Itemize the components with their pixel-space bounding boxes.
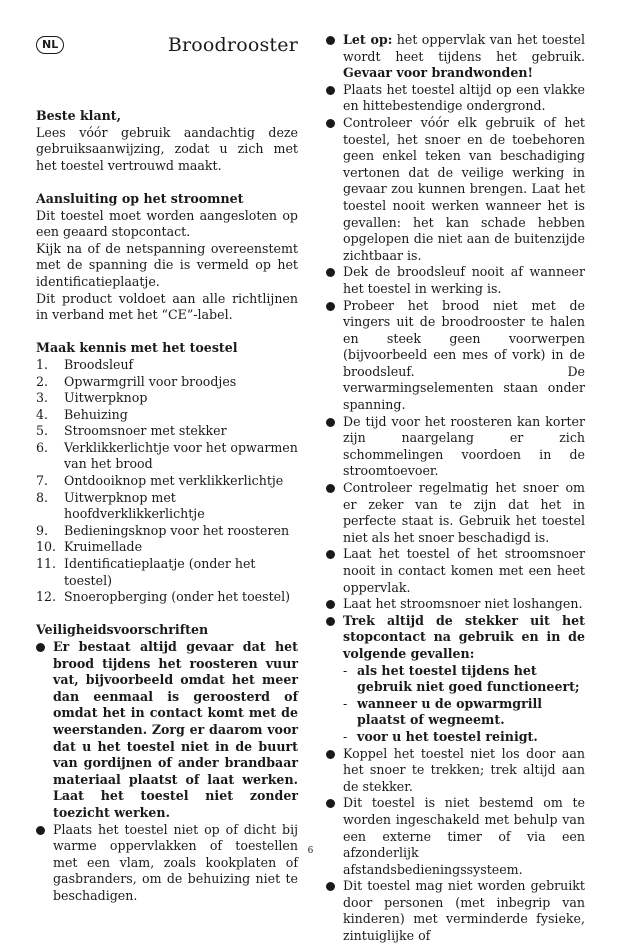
item-number: 6. [36, 439, 49, 455]
item-number: 3. [36, 390, 49, 406]
item-label: Kruimellade [64, 539, 143, 555]
spacer [36, 324, 298, 341]
bullet-icon [326, 86, 335, 95]
item-number: 5. [36, 423, 49, 439]
safety-item: Plaats het toestel niet op of dicht bij warme oppervlakken of toestellen met een vlam, zoals kookplaten of gasbranders, om de behuizing niet te beschadigen. [36, 822, 298, 905]
left-column [36, 32, 298, 905]
item-label: Behuizing [64, 406, 128, 422]
safety-item: Laat het stroomsnoer niet loshangen. [326, 596, 585, 613]
parts-list-item [36, 374, 298, 391]
bullet-icon [326, 750, 335, 759]
parts-heading: Maak kennis met het toestel [36, 340, 238, 356]
intro-text: Lees vóór gebruik aandachtig deze gebruiksaanwijzing, zodat u zich met het toestel vertrouwd maakt. [36, 124, 298, 173]
safety-item: Koppel het toestel niet los door aan het snoer te trekken; trek altijd aan de stekker. [326, 746, 585, 796]
document-title: Broodrooster [167, 33, 298, 56]
safety-item: Plaats het toestel altijd op een vlakke en hittebestendige ondergrond. [326, 82, 585, 115]
item-number: 7. [36, 473, 49, 489]
unplug-case: - wanneer u de opwarmgrill plaatst of wegneemt. [343, 695, 543, 728]
power-paragraph-2: Kijk na of de netspanning overeenstemt met de spanning die is vermeld op het identificatieplaatje. [36, 240, 298, 289]
item-label: Broodsleuf [64, 356, 134, 372]
power-heading: Aansluiting op het stroomnet [36, 190, 244, 206]
safety-list-left [36, 639, 298, 905]
unplug-cases-list [343, 663, 585, 746]
parts-list-item [36, 423, 298, 440]
parts-list-item [36, 407, 298, 424]
caution-lead: Let op: [343, 32, 393, 47]
bullet-icon [326, 617, 335, 626]
bullet-icon [326, 36, 335, 45]
bullet-icon [326, 418, 335, 427]
safety-item: Let op: het oppervlak van het toestel wordt heet tijdens het gebruik. Gevaar voor brandwonden! [326, 32, 585, 82]
parts-list-item [36, 589, 298, 606]
bullet-icon [326, 550, 335, 559]
page-number: 6 [307, 846, 314, 856]
item-number: 4. [36, 406, 49, 422]
parts-list-item [36, 473, 298, 490]
item-number: 12. [36, 589, 57, 605]
burn-warning: Gevaar voor brandwonden! [343, 65, 534, 81]
language-badge: NL [36, 36, 64, 54]
safety-item: Dek de broodsleuf nooit af wanneer het toestel in werking is. [326, 264, 585, 297]
bullet-icon [326, 882, 335, 891]
parts-list-item [36, 556, 298, 589]
safety-item: Laat het toestel of het stroomsnoer nooit in contact komen met een heet oppervlak. [326, 546, 585, 596]
item-label: Uitwerpknop met hoofdverklikkerlichtje [64, 489, 205, 522]
dash-icon: - [343, 728, 348, 744]
safety-item: De tijd voor het roosteren kan korter zijn naargelang er zich schommelingen voordoen in de stroomtoevoer. [326, 414, 585, 480]
unplug-case: - voor u het toestel reinigt. [343, 728, 538, 744]
parts-list-item [36, 539, 298, 556]
bullet-icon [326, 119, 335, 128]
item-number: 11. [36, 556, 57, 572]
item-number: 9. [36, 522, 49, 538]
power-paragraph-3: Dit product voldoet aan alle richtlijnen in verband met het “CE”-label. [36, 290, 298, 323]
bullet-icon [36, 643, 45, 652]
safety-heading: Veiligheidsvoorschriften [36, 622, 209, 638]
unplug-case: - als het toestel tijdens het gebruik niet goed functioneert; [343, 662, 580, 695]
parts-list-item [36, 440, 298, 473]
bullet-icon [326, 484, 335, 493]
parts-list-item [36, 490, 298, 523]
bullet-icon [326, 600, 335, 609]
power-paragraph-1: Dit toestel moet worden aangesloten op een geaard stopcontact. [36, 207, 298, 240]
safety-list-right [326, 32, 585, 945]
greeting: Beste klant, [36, 108, 121, 123]
parts-list [36, 357, 298, 606]
bullet-icon [36, 826, 45, 835]
safety-item: Probeer het brood niet met de vingers uit de broodrooster te halen en steek geen voorwerpen (bijvoorbeeld een mes of vork) in de broodsleuf. De verwarmingselementen staan onder spanning. [326, 298, 585, 414]
item-number: 10. [36, 539, 57, 555]
page-header [36, 32, 298, 58]
item-label: Snoeropberging (onder het toestel) [64, 589, 291, 605]
item-label: Stroomsnoer met stekker [64, 423, 227, 439]
item-label: Opwarmgrill voor broodjes [64, 373, 237, 389]
safety-item: Controleer vóór elk gebruik of het toestel, het snoer en de toebehoren geen enkel teken van beschadiging vertonen dat de veilige werking in gevaar zou kunnen brengen. Laat het toestel nooit werken wanneer het is gevallen: het kan schade hebben opgelopen die niet aan de buitenzijde zichtbaar is. [326, 115, 585, 264]
parts-list-item [36, 357, 298, 374]
parts-list-item [36, 523, 298, 540]
safety-item: Controleer regelmatig het snoer om er zeker van te zijn dat het in perfecte staat is. Gebruik het toestel niet als het snoer beschadigd is. [326, 480, 585, 546]
spacer [36, 174, 298, 191]
item-number: 8. [36, 489, 49, 505]
item-label: Ontdooiknop met verklikkerlichtje [64, 473, 284, 489]
safety-item: Dit toestel mag niet worden gebruikt door personen (met inbegrip van kinderen) met verminderde fysieke, zintuiglijke of [326, 878, 585, 944]
bullet-icon [326, 268, 335, 277]
item-label: Identificatieplaatje (onder het toestel) [64, 556, 256, 588]
bullet-icon [326, 302, 335, 311]
safety-item: Dit toestel is niet bestemd om te worden ingeschakeld met behulp van een externe timer of via een afzonderlijk afstandsbedieningssysteem. [326, 795, 585, 878]
parts-list-item [36, 390, 298, 407]
right-column [326, 32, 585, 945]
item-label: Uitwerpknop [64, 390, 148, 406]
spacer [36, 606, 298, 623]
safety-item: Er bestaat altijd gevaar dat het brood tijdens het roosteren vuur vat, bijvoorbeeld omdat het meer dan eenmaal is geroosterd of omdat het in contact komt met de weerstanden. Zorg er daarom voor dat u het toestel niet in de buurt van gordijnen of ander brandbaar materiaal plaatst of laat werken. Laat het toestel niet zonder toezicht werken. [36, 639, 298, 822]
item-number: 1. [36, 356, 49, 372]
item-label: Bedieningsknop voor het roosteren [64, 522, 290, 538]
item-label: Verklikkerlichtje voor het opwarmen van het brood [64, 439, 298, 472]
bullet-icon [326, 799, 335, 808]
dash-icon: - [343, 662, 348, 678]
item-number: 2. [36, 373, 49, 389]
dash-icon: - [343, 695, 348, 711]
safety-item-unplug: Trek altijd de stekker uit het stopcontact na gebruik en in de volgende gevallen: - als het toestel tijdens het gebruik niet goed functioneert; - wanneer u de opwarmgrill plaatst of wegneemt. - voor u het toestel reinigt. [326, 613, 585, 746]
